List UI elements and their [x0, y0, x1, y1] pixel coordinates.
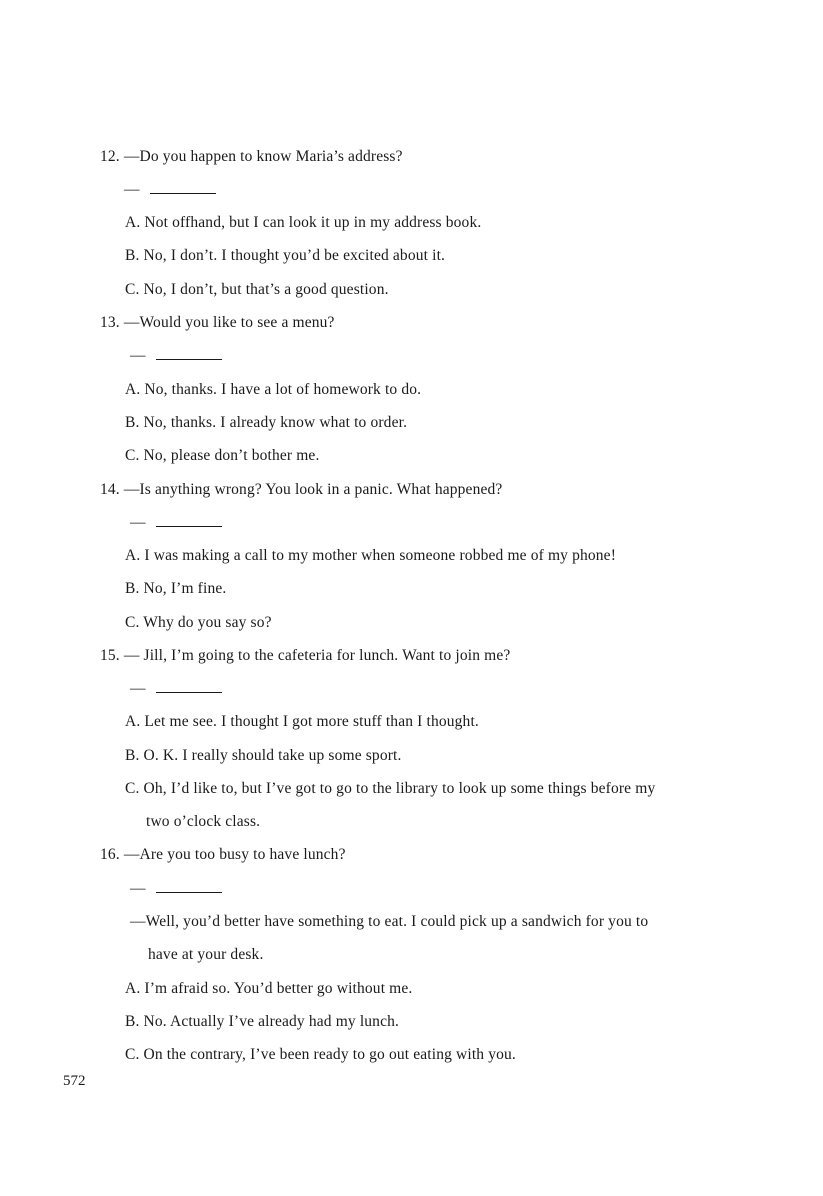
- answer-dash: —: [130, 680, 146, 697]
- answer-underline: [156, 346, 222, 360]
- answer-underline: [156, 679, 222, 693]
- question-13-option-c: C. No, please don’t bother me.: [125, 447, 320, 464]
- answer-dash: —: [130, 880, 146, 897]
- question-13-option-b: B. No, thanks. I already know what to order.: [125, 414, 408, 431]
- question-13-stem: 13. —Would you like to see a menu?: [100, 314, 335, 331]
- question-15-option-c: C. Oh, I’d like to, but I’ve got to go to the library to look up some things before my: [125, 780, 656, 797]
- question-14-option-c: C. Why do you say so?: [125, 614, 272, 631]
- question-12-answer-blank: [124, 180, 216, 200]
- question-16-option-a: A. I’m afraid so. You’d better go without me.: [125, 980, 413, 997]
- question-13-answer-blank: [130, 346, 222, 366]
- question-15-option-a: A. Let me see. I thought I got more stuff than I thought.: [125, 713, 479, 730]
- answer-underline: [156, 513, 222, 527]
- page-number: 572: [63, 1073, 86, 1089]
- answer-underline: [150, 180, 216, 194]
- question-15-option-b: B. O. K. I really should take up some sport.: [125, 747, 402, 764]
- question-12-option-a: A. Not offhand, but I can look it up in my address book.: [125, 214, 482, 231]
- question-14-option-a: A. I was making a call to my mother when someone robbed me of my phone!: [125, 547, 617, 564]
- question-12-stem: 12. —Do you happen to know Maria’s address?: [100, 148, 403, 165]
- question-13-option-a: A. No, thanks. I have a lot of homework to do.: [125, 381, 422, 398]
- question-14-answer-blank: [130, 513, 222, 533]
- question-15-stem: 15. — Jill, I’m going to the cafeteria for lunch. Want to join me?: [100, 647, 511, 664]
- question-14-option-b: B. No, I’m fine.: [125, 580, 227, 597]
- question-12-option-b: B. No, I don’t. I thought you’d be excited about it.: [125, 247, 446, 264]
- question-14-stem: 14. —Is anything wrong? You look in a panic. What happened?: [100, 481, 503, 498]
- question-16-reply-line-2: have at your desk.: [148, 946, 264, 963]
- question-16-reply-line-1: —Well, you’d better have something to eat. I could pick up a sandwich for you to: [130, 913, 649, 930]
- question-16-option-c: C. On the contrary, I’ve been ready to go out eating with you.: [125, 1046, 516, 1063]
- question-16-option-b: B. No. Actually I’ve already had my lunch.: [125, 1013, 400, 1030]
- answer-dash: —: [130, 347, 146, 364]
- answer-dash: —: [124, 181, 140, 198]
- answer-dash: —: [130, 514, 146, 531]
- question-15-option-c-continuation: two o’clock class.: [146, 813, 261, 830]
- question-16-answer-blank: [130, 879, 222, 899]
- question-16-stem: 16. —Are you too busy to have lunch?: [100, 846, 346, 863]
- question-15-answer-blank: [130, 679, 222, 699]
- question-12-option-c: C. No, I don’t, but that’s a good question.: [125, 281, 389, 298]
- answer-underline: [156, 879, 222, 893]
